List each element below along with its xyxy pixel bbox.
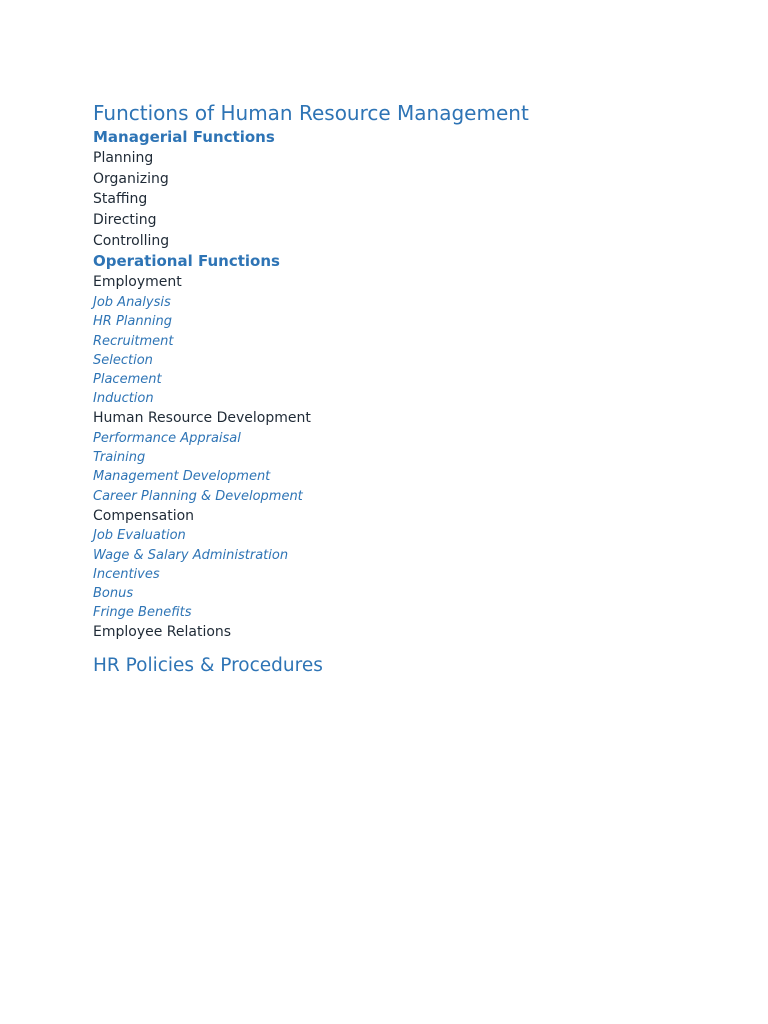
subitem-management-development: Management Development xyxy=(93,469,271,485)
subitem-career-planning: Career Planning & Development xyxy=(93,488,303,504)
managerial-functions-heading: Managerial Functions xyxy=(93,128,275,146)
hr-policies-heading: HR Policies & Procedures xyxy=(93,655,323,676)
subitem-wage-salary-administration: Wage & Salary Administration xyxy=(93,547,289,563)
managerial-item-directing: Directing xyxy=(93,212,157,229)
subitem-job-analysis: Job Analysis xyxy=(93,295,171,311)
subitem-training: Training xyxy=(93,450,146,466)
subitem-job-evaluation: Job Evaluation xyxy=(93,528,186,544)
subitem-incentives: Incentives xyxy=(93,566,160,582)
subitem-induction: Induction xyxy=(93,391,154,407)
operational-functions-heading: Operational Functions xyxy=(93,252,280,271)
subitem-hr-planning: HR Planning xyxy=(93,314,172,330)
group-compensation: Compensation xyxy=(93,507,195,524)
managerial-item-organizing: Organizing xyxy=(93,170,169,187)
group-human-resource-development: Human Resource Development xyxy=(93,410,311,427)
subitem-bonus: Bonus xyxy=(93,585,134,601)
subitem-selection: Selection xyxy=(93,352,153,368)
managerial-item-staffing: Staffing xyxy=(93,191,148,208)
document-title: Functions of Human Resource Management xyxy=(93,101,529,125)
subitem-placement: Placement xyxy=(93,371,162,387)
document-body xyxy=(93,99,733,679)
subitem-performance-appraisal: Performance Appraisal xyxy=(93,430,241,446)
group-employment: Employment xyxy=(93,274,182,291)
group-employee-relations: Employee Relations xyxy=(93,624,232,641)
managerial-item-planning: Planning xyxy=(93,150,154,166)
managerial-item-controlling: Controlling xyxy=(93,232,170,249)
subitem-fringe-benefits: Fringe Benefits xyxy=(93,605,192,621)
subitem-recruitment: Recruitment xyxy=(93,333,174,349)
